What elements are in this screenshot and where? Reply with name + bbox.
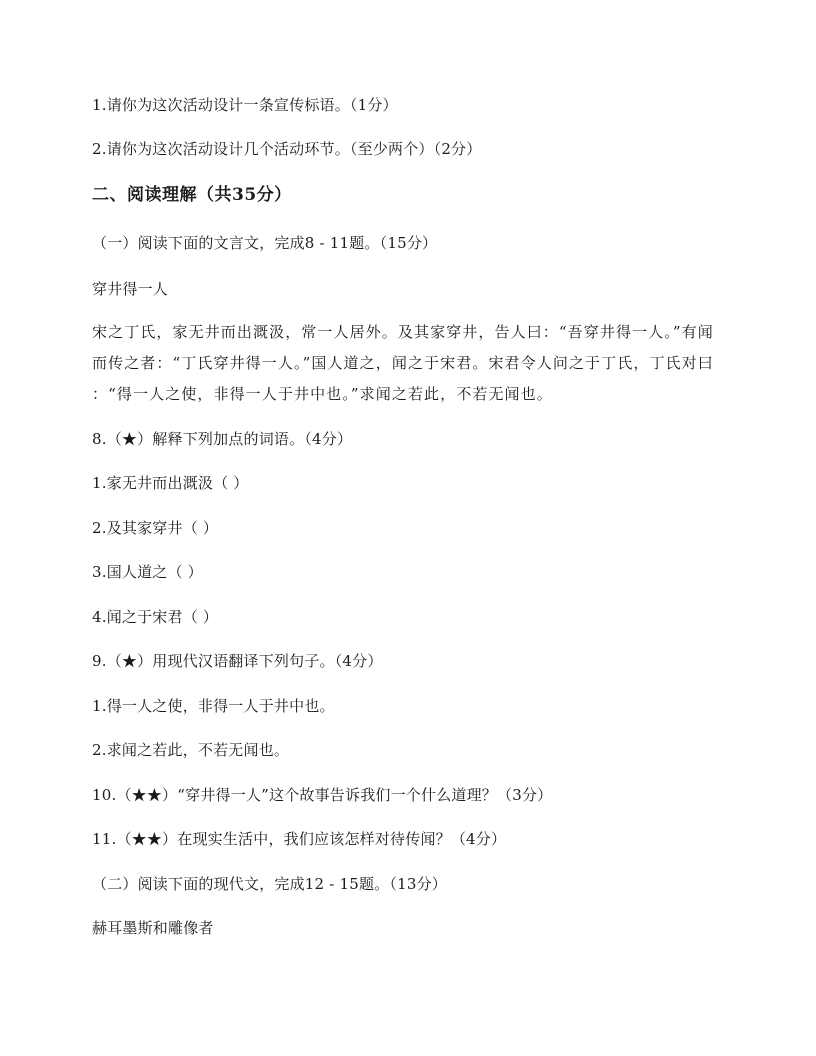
question-8-item-1: 1.家无井而出溉汲（ ）: [92, 474, 249, 492]
question-9: 9.（★）用现代汉语翻译下列句子。（4分）: [92, 652, 383, 670]
passage-title: 穿井得一人: [92, 280, 169, 298]
subsection-classical-text: （一）阅读下面的文言文，完成8 - 11题。（15分）: [92, 234, 438, 252]
section-heading-reading: 二、阅读理解（共35分）: [92, 185, 292, 205]
passage-line-1: 宋之丁氏，家无井而出溉汲，常一人居外。及其家穿井，告人曰：“吾穿井得一人。”有闻: [92, 323, 714, 341]
question-2-activities: 2.请你为这次活动设计几个活动环节。（至少两个）（2分）: [92, 140, 482, 158]
question-10: 10.（★★）“穿井得一人”这个故事告诉我们一个什么道理？（3分）: [92, 786, 553, 804]
question-1-slogan: 1.请你为这次活动设计一条宣传标语。（1分）: [92, 96, 398, 114]
passage-line-3: ：“得一人之使，非得一人于井中也。”求闻之若此，不若无闻也。: [92, 385, 553, 403]
subsection-modern-text: （二）阅读下面的现代文，完成12 - 15题。（13分）: [92, 875, 447, 893]
modern-passage-title: 赫耳墨斯和雕像者: [92, 919, 214, 937]
question-9-item-1: 1.得一人之使，非得一人于井中也。: [92, 697, 335, 715]
question-8-item-3: 3.国人道之（ ）: [92, 563, 203, 581]
question-8: 8.（★）解释下列加点的词语。（4分）: [92, 430, 353, 448]
passage-line-2: 而传之者：“丁氏穿井得一人。”国人道之，闻之于宋君。宋君令人问之于丁氏，丁氏对曰: [92, 354, 714, 372]
question-9-item-2: 2.求闻之若此，不若无闻也。: [92, 741, 290, 759]
question-11: 11.（★★）在现实生活中，我们应该怎样对待传闻？（4分）: [92, 830, 507, 848]
question-8-item-2: 2.及其家穿井（ ）: [92, 519, 219, 537]
question-8-item-4: 4.闻之于宋君（ ）: [92, 608, 219, 626]
